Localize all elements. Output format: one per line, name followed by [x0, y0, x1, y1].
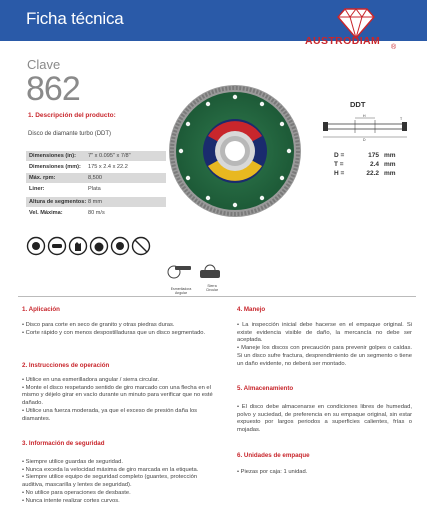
dimension-value: 2.4 — [369, 161, 379, 168]
spec-row — [26, 162, 166, 172]
d-label: D — [363, 138, 366, 142]
t-label: T — [400, 117, 403, 121]
angle-grinder-icon — [168, 266, 191, 278]
spec-value: 175 x 2.4 x 22.2 — [88, 164, 128, 170]
list-item: • Siempre utilice guardas de seguridad. — [22, 459, 123, 465]
dimension-row — [334, 152, 409, 161]
dimension-unit: mm — [384, 152, 396, 159]
spec-label: Altura de segmentos: — [29, 199, 87, 205]
dimension-key: H = — [334, 170, 345, 177]
spec-value: 80 m/s — [88, 210, 105, 216]
section-seguridad-body — [22, 459, 214, 505]
section-aplicacion-body — [22, 322, 212, 337]
list-item: • La inspección inicial debe hacerse en el empaque original. Si existe evidencia visible de daño, la mercancía no debe ser aceptada. — [237, 322, 412, 344]
section-instrucciones-body — [22, 377, 214, 423]
profile-title: DDT — [350, 100, 366, 109]
spec-value: Plata — [88, 186, 101, 192]
spec-label: Máx. rpm: — [29, 175, 56, 181]
dimension-unit: mm — [384, 170, 396, 177]
spec-value: 8,500 — [88, 175, 102, 181]
dimension-value: 22.2 — [366, 170, 379, 177]
list-item: • Utilice una fuerza moderada, ya que el exceso de presión daña los diamantes. — [22, 407, 198, 422]
spec-label: Vel. Máxima: — [29, 210, 63, 216]
list-item: • Monte el disco respetando sentido de giro marcado con una flecha en el mismo y déjelo girar en vacío durante un minuto para verificar que no esté dañado. — [22, 384, 213, 407]
section-manejo-title: 4. Manejo — [237, 306, 266, 313]
circular-saw-icon — [200, 265, 220, 278]
ear-protection-icon — [32, 242, 40, 250]
usage-right-label: Sierra Circular — [205, 284, 219, 292]
list-item: • Siempre utilice equipo de seguridad completo (guantes, protección auditiva, mascarilla y lentes de seguridad). — [22, 474, 198, 489]
section-almacenamiento-body — [237, 404, 412, 435]
helmet-icon — [95, 243, 104, 252]
section-instrucciones-title: 2. Instrucciones de operación — [22, 362, 110, 369]
safety-icons-row — [26, 236, 156, 256]
spec-row — [26, 151, 166, 161]
spec-label: Dimensiones (in): — [29, 153, 76, 159]
product-description: Disco de diamante turbo (DDT) — [28, 131, 112, 137]
dimension-key: T = — [334, 161, 344, 168]
section-divider — [18, 296, 416, 297]
dimension-row — [334, 161, 409, 170]
list-item: • El disco debe almacenarse en condiciones libres de humedad, polvo y suciedad, de preferencia en su empaque original, sin estar expuesto por largos periodos a superficies calientes, frías o mojadas. — [237, 404, 412, 434]
glove-icon — [75, 242, 81, 251]
spec-label: Dimensiones (mm): — [29, 164, 81, 170]
dimension-row — [334, 170, 409, 179]
section-empaque-body — [237, 469, 412, 477]
list-item: • Maneje los discos con precaución para prevenir golpes o caídas. Si un disco sufre fractura, desprendimiento de un segmento o tiene un daño evidente, no deberá ser montado. — [237, 345, 412, 367]
list-item: • Utilice en una esmerilladora angular / sierra circular. — [22, 377, 160, 383]
mask-icon — [116, 242, 124, 250]
section-almacenamiento-title: 5. Almacenamiento — [237, 385, 294, 392]
list-item: • Nunca intente realizar cortes curvos. — [22, 497, 120, 504]
section-manejo-body — [237, 322, 412, 368]
list-item: • Piezas por caja: 1 unidad. — [237, 469, 308, 475]
section-empaque-title: 6. Unidades de empaque — [237, 452, 310, 459]
brand-name: AUSTRODIAM — [305, 35, 381, 47]
list-item: • Disco para corte en seco de granito y otras piedras duras. — [22, 322, 175, 328]
disc-profile-diagram — [320, 112, 410, 142]
section-seguridad-title: 3. Información de seguridad — [22, 440, 105, 447]
registered-mark: ® — [391, 44, 397, 51]
austrodiam-logo-icon — [298, 8, 413, 60]
spec-label: Liner: — [29, 186, 45, 192]
section-aplicacion-title: 1. Aplicación — [22, 306, 60, 313]
spec-row — [26, 173, 166, 183]
no-wet-cut-icon — [135, 240, 147, 252]
dimension-unit: mm — [384, 161, 396, 168]
list-item: • Nunca exceda la velocidad máxima de giro marcada en la etiqueta. — [22, 466, 199, 473]
clave-value: 862 — [26, 70, 80, 108]
clave-label: Clave — [27, 57, 61, 72]
spec-value: 8 mm — [88, 199, 102, 205]
list-item: • Corte rápido y con menos despostilladuras que un disco segmentado. — [22, 329, 206, 336]
section-product-description-title: 1. Descripción del producto: — [28, 112, 116, 119]
diamond-disc-image — [168, 84, 302, 218]
spec-row — [26, 184, 166, 194]
list-item: • No utilice para operaciones de desbaste. — [22, 489, 131, 496]
spec-row — [26, 208, 166, 218]
spec-row — [26, 197, 166, 207]
safety-glasses-icon — [52, 244, 62, 248]
dimension-key: D = — [334, 152, 345, 159]
usage-left-label: Esmeriladora Angular — [170, 287, 192, 295]
dimension-value: 175 — [368, 152, 379, 159]
h-label: H — [363, 114, 366, 118]
spec-value: 7" x 0.095" x 7/8" — [88, 153, 131, 159]
page-title: Ficha técnica — [26, 9, 124, 28]
